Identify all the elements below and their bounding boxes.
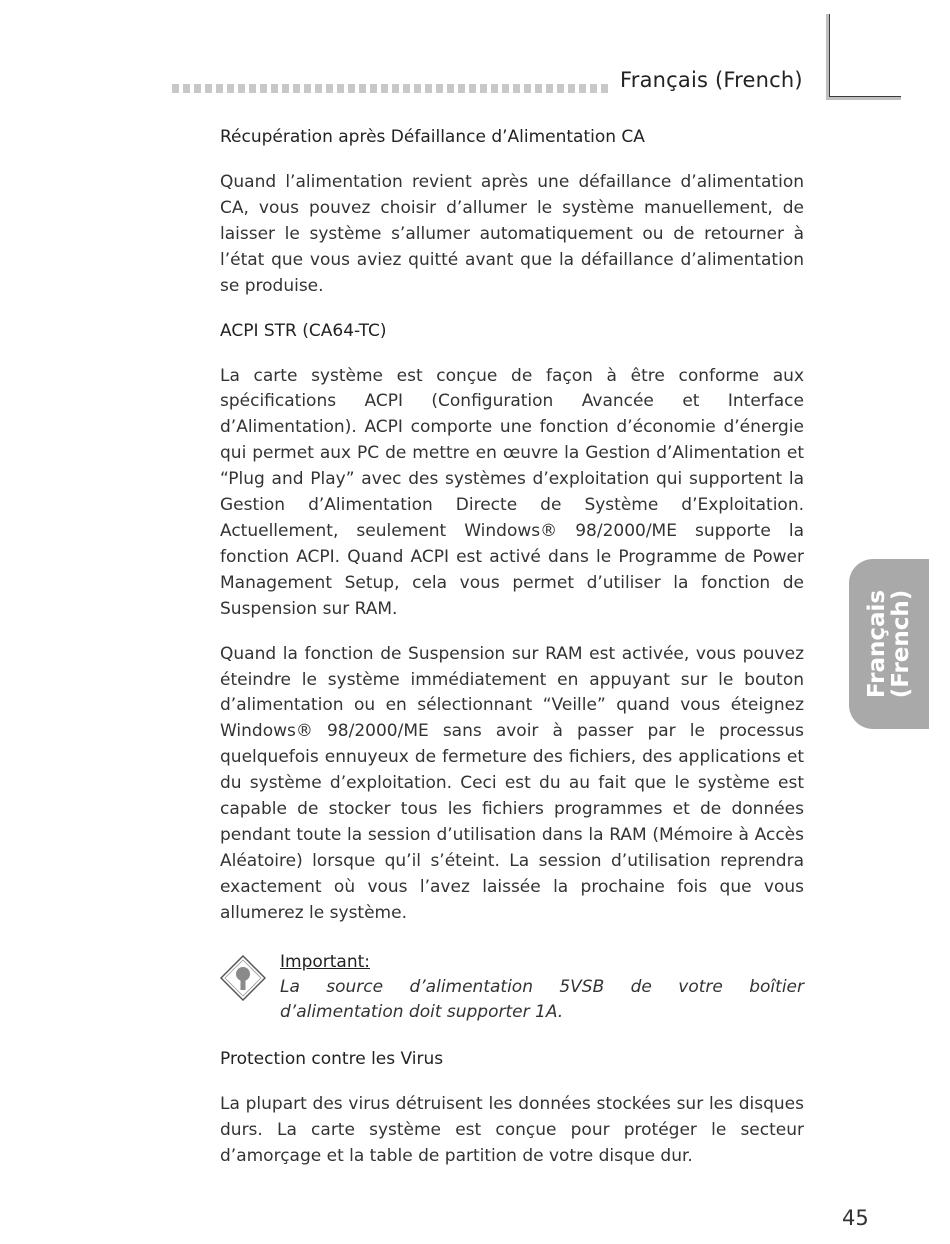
section-heading-acpi-str: ACPI STR (CA64-TC) (220, 320, 387, 341)
lightbulb-diamond-icon (220, 955, 266, 1001)
corner-mark-horizontal-shadow (826, 97, 901, 100)
side-language-tab (849, 559, 929, 729)
side-tab-label (865, 590, 913, 699)
section-heading-virus: Protection contre les Virus (220, 1049, 444, 1070)
paragraph-acpi-2: Quand la fonction de Suspension sur RAM est activée, vous pouvez éteindre le système immédiatement en appuyant sur le bouton d’alimentation ou en sélectionnant “Veille” quand vous éteignez Windows® 98/2000/ME sans avoir à passer par le processus quelquefois ennuyeux de fermeture des fichiers, des applications et du système d’exploitation. Ceci est du au fait que le système est capable de stocker tous les fichiers programmes et de données pendant toute la session d’utilisation dans la RAM (Mémoire à Accès Aléatoire) lorsque qu’il s’éteint. La session d’utilisation reprendra exactement où vous l’avez laissée la prochaine fois que vous allumerez le système. (220, 643, 804, 923)
section-heading-ac-power: Récupération après Défaillance d’Alimentation CA (220, 127, 645, 147)
page-number: 45 (842, 1206, 869, 1230)
note-text: La source d’alimentation 5VSB de votre boîtier d’alimentation doit supporter 1A. (280, 976, 804, 1023)
important-note (220, 949, 804, 1027)
note-title: Important: (280, 951, 371, 972)
side-tab-line2: (French) (888, 589, 914, 699)
page-content (220, 124, 804, 1170)
header-dotted-rule (172, 84, 610, 93)
corner-mark-vertical (829, 14, 830, 98)
paragraph-virus: La plupart des virus détruisent les données stockées sur les disques durs. La carte système est conçue pour protéger le secteur d’amorçage et la table de partition de votre disque dur. (220, 1094, 804, 1167)
paragraph-acpi-1: La carte système est conçue de façon à être conforme aux spécifications ACPI (Configuration Avancée et Interface d’Alimentation). ACPI comporte une fonction d’économie d’énergie qui permet aux PC de mettre en œuvre la Gestion d’Alimentation et “Plug and Play” avec des systèmes d’exploitation qui supportent la Gestion d’Alimentation Directe de Système d’Exploitation. Actuellement, seulement Windows® 98/2000/ME supporte la fonction ACPI. Quand ACPI est activé dans le Programme de Power Management Setup, cela vous permet d’utiliser la fonction de Suspension sur RAM. (220, 365, 804, 619)
header-title: Français (French) (620, 68, 803, 92)
side-tab-line1: Français (864, 589, 890, 699)
paragraph-ac-power: Quand l’alimentation revient après une défaillance d’alimentation CA, vous pouvez choisir d’allumer le système manuellement, de laisser le système s’allumer automatiquement ou de retourner à l’état que vous aviez quitté avant que la défaillance d’alimentation se produise. (220, 172, 804, 296)
